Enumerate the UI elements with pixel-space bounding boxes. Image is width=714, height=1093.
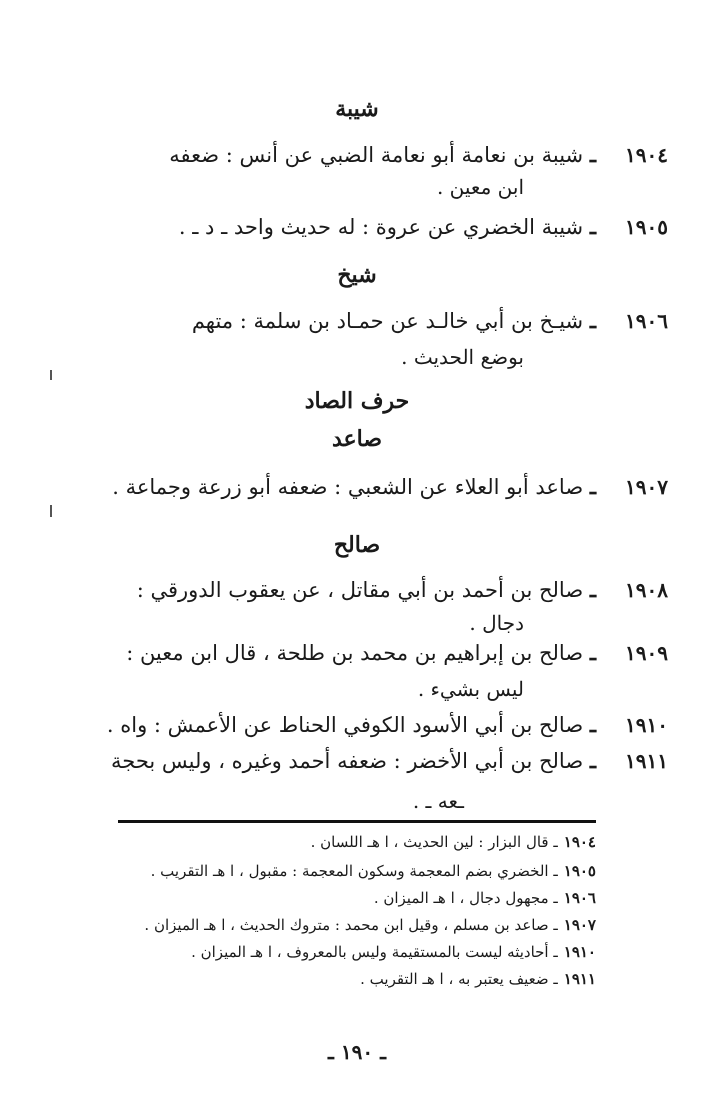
entry-1911-continuation: ـعه ـ . [412,789,464,813]
page-number: ـ ١٩٠ ـ [328,1040,386,1064]
entry-1906-continuation: بوضع الحديث . [401,345,524,369]
footnote-number: ١٩١٠ [563,943,596,961]
entry-dash: ـ [589,577,596,602]
entry-text: صالح بن أحمد بن أبي مقاتل ، عن يعقوب الدورقي : [136,578,584,602]
entry-dash: ـ [589,712,596,737]
entry-text: صاعد أبو العلاء عن الشعبي : ضعفه أبو زرعة وجماعة . [112,475,584,499]
entry-number: ١٩٠٦ [625,309,668,333]
footnote-1910 [191,942,596,962]
entry-number: ١٩٠٤ [625,143,668,167]
footnote-number: ١٩٠٧ [563,916,596,934]
entry-1906 [76,306,668,336]
entry-1905 [76,212,668,242]
footnote-number: ١٩١١ [563,970,596,988]
entry-1908 [76,575,668,605]
entry-number: ١٩٠٧ [625,475,668,499]
footnote-number: ١٩٠٤ [563,833,596,851]
footnote-number: ١٩٠٦ [563,889,596,907]
entry-number: ١٩٠٨ [625,578,668,602]
footnote-1907 [144,915,596,935]
heading-harf-alsad: حرف الصاد [304,388,410,414]
footnote-number: ١٩٠٥ [563,862,596,880]
heading-shaikh: شيخ [337,262,377,288]
footnote-text: ـ الخضري بضم المعجمة وسكون المعجمة : مقبول ، ا هـ التقريب . [150,862,558,880]
footnote-text: ـ مجهول دجال ، ا هـ الميزان . [373,889,558,907]
entry-number: ١٩١٠ [625,713,668,737]
entry-1908-continuation: دجال . [469,611,524,635]
footnote-text: ـ أحاديثه ليست بالمستقيمة وليس بالمعروف ، ا هـ الميزان . [191,943,558,961]
footnote-1905 [151,861,596,881]
entry-1907 [76,472,668,502]
entry-dash: ـ [589,308,596,333]
footnote-1904 [311,832,596,852]
entry-1904-continuation: ابن معين . [436,175,524,199]
entry-1904 [76,140,668,170]
entry-1910 [76,710,668,740]
entry-dash: ـ [589,214,596,239]
entry-text: شيبة بن نعامة أبو نعامة الضبي عن أنس : ضعفه [169,143,584,167]
entry-dash: ـ [589,640,596,665]
entry-number: ١٩٠٩ [625,641,668,665]
heading-saleh: صالح [333,532,381,558]
footnote-text: ـ قال البزار : لين الحديث ، ا هـ اللسان . [310,833,558,851]
entry-dash: ـ [589,748,596,773]
margin-speck [50,505,52,517]
footnote-separator [118,820,596,823]
footnote-text: ـ ضعيف يعتبر به ، ا هـ التقريب . [360,970,558,988]
heading-shaiba: شيبة [335,96,379,122]
entry-number: ١٩١١ [625,749,668,773]
entry-dash: ـ [589,142,596,167]
entry-text: شيـخ بن أبي خالـد عن حمـاد بن سلمة : متهم [191,309,584,333]
entry-text: صالح بن أبي الأسود الكوفي الحناط عن الأعمش : واه . [106,713,584,737]
entry-number: ١٩٠٥ [625,215,668,239]
entry-1909 [76,638,668,668]
heading-saed: صاعد [331,426,383,452]
entry-dash: ـ [589,474,596,499]
footnote-text: ـ صاعد بن مسلم ، وقيل ابن محمد : متروك الحديث ، ا هـ الميزان . [144,916,558,934]
entry-text: صالح بن إبراهيم بن محمد بن طلحة ، قال ابن معين : [126,641,584,665]
entry-text: صالح بن أبي الأخضر : ضعفه أحمد وغيره ، وليس بحجة [111,749,584,773]
footnote-1906 [374,888,596,908]
entry-1909-continuation: ليس بشيء . [417,677,524,701]
entry-1911 [76,746,668,776]
entry-text: شيبة الخضري عن عروة : له حديث واحد ـ د ـ . [178,215,584,239]
footnote-1911 [360,969,596,989]
margin-speck [50,370,52,380]
